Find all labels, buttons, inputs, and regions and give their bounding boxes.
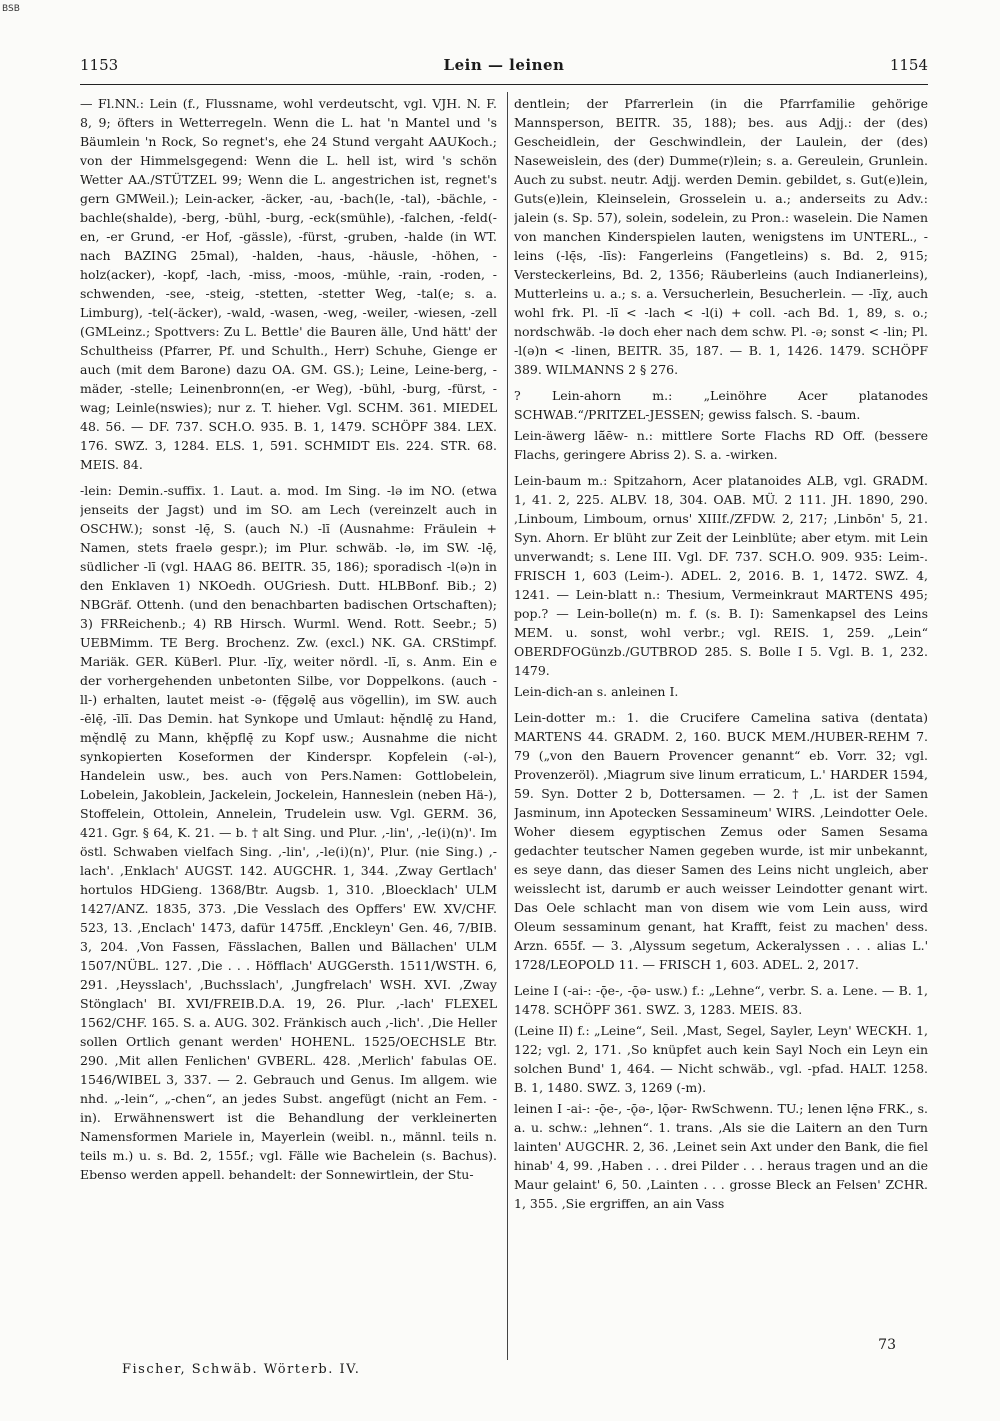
left-column — [80, 94, 497, 1356]
entry-lein-aewerg: Lein-äwerg lā̆ēw- n.: mittlere Sorte Flachs RD Off. (bessere Flachs, geringere Abriss 2). S. a. -wirken. — [514, 428, 928, 462]
library-stamp: BSB — [2, 4, 20, 14]
left-column-number: 1153 — [80, 56, 119, 74]
header-rule — [80, 84, 928, 85]
entry-lein-suffix-continued: dentlein; der Pfarrerlein (in die Pfarrfamilie gehörige Mannsperson, BEITR. 35, 188); bes. aus Adjj.: der (des) Gescheidlein, der Geschwindlein, der Laulein, der (des) Naseweislein, des (der) Dumme(r)lein; s. a. Gereulein, Grunlein. Auch zu subst. neutr. Adjj. werden Demin. gebildet, s. Gut(e)lein, Guts(e)lein, Kleinselein, Grosselein u. a.; anderseits zu Adv.: jalein (s. Sp. 57), solein, sodelein, zu Pron.: waselein. Die Namen von manchen Kinderspielen lauten, wenigstens im UNTERL., -leins (-lę̄s, -līs): Fangerleins (Fangetleins) s. Bd. 2, 915; Versteckerleins, Bd. 2, 1356; Räuberleins (auch Indianerleins), Mutterleins u. a.; s. a. Versucherlein, Besucherlein. — -līχ, auch wohl frk. Pl. -lī < -lach < -l(i) + coll. -ach Bd. 1, 89, s. o.; nordschwäb. -lə doch eher nach dem schw. Pl. -ə; sonst < -lin; Pl. -l(ə)n < -linen, BEITR. 35, 187. — B. 1, 1426. 1479. SCHÖPF 389. WILMANNS 2 § 276. — [514, 96, 928, 377]
footer-source: Fischer, Schwäb. Wörterb. IV. — [122, 1362, 361, 1377]
entry-lein-suffix: -lein: Demin.-suffix. 1. Laut. a. mod. Im Sing. -lə im NO. (etwa jenseits der Jagst) und im SO. am Lech (vereinzelt auch in OSCHW.); sonst -lę̄, S. (auch N.) -lī (Ausnahme: Fräulein + Namen, stets fraelə gespr.); im Plur. schwäb. -lə, im SW. -lę̄, südlicher -lī (vgl. HAAG 86. BEITR. 35, 186); sporadisch -l(ə)n in den Enklaven 1) NKOedh. OUGriesh. Dutt. HLBBonf. Bib.; 2) NBGräf. Ottenh. (und den benachbarten badischen Ortschaften); 3) FRReichenb.; 4) RB Hirsch. Wurml. Wend. Rott. Seebr.; 5) UEBMimm. TE Berg. Brochenz. Zw. (excl.) NK. GA. CRStimpf. Mariäk. GER. KüBerl. Plur. -līχ, weiter nördl. -lī, s. Anm. Ein e der vorhergehenden unbetonten Silbe, vor Doppelkons. (auch -ll-) erhalten, lautet meist -ə- (fę̄gəlę̄ aus vögellin), im SW. auch -ēlę̄, -īlī. Das Demin. hat Synkope und Umlaut: hę̆ndlę̄ zu Hand, mę̆ndlę̄ zu Mann, khę̆pflę̄ zu Kopf usw.; Ausnahme die nicht synkopierten Koseformen der Kinderspr. Kopfelein (-əl-), Handelein usw., bes. auch von Pers.Namen: Gottlobelein, Lobelein, Jakoblein, Jackelein, Jockelein, Hanneslein (neben Hä-), Stoffelein, Ottolein, Annelein, Trudelein usw. Vgl. GERM. 36, 421. Ggr. § 64, K. 21. — b. † alt Sing. und Plur. ,-lin', ,-le(i)(n)'. Im östl. Schwaben vielfach Sing. ,-lin', ,-le(i)(n)', Plur. (nie Sing.) ,-lach'. ,Enklach' AUGST. 142. AUGCHR. 1, 344. ,Zway Gertlach' hortulos HDGieng. 1368/Btr. Augsb. 1, 310. ,Bloecklach' ULM 1427/ANZ. 1835, 373. ,Die Vesslach des Opffers' EW. XV/CHF. 523, 13. ,Enclach' 1473, dafür 1475ff. ,Enckleyn' Gen. 46, 7/BIB. 3, 204. ,Von Fassen, Fässlachen, Ballen und Bällachen' ULM 1507/NÜBL. 127. ,Die . . . Höfflach' AUGGersth. 1511/WSTH. 6, 291. ,Heysslach', ,Buchsslach', ,Jungfrelach' WSH. XVI. ,Zway Stönglach' BI. XVI/FREIB.D.A. 19, 26. Plur. ,-lach' FLEXEL 1562/CHF. 165. S. a. AUG. 302. Fränkisch auch ,-lich'. ,Die Heller sollen Ortlich genant werden' HOHENL. 1525/OECHSLE Btr. 290. ,Mit allen Fenlichen' GVBERL. 428. ,Merlich' fabulas OE. 1546/WIBEL 3, 337. — 2. Gebrauch und Genus. Im allgem. wie nhd. „-lein“, „-chen“, an jedes Subst. angefügt (nicht an Fem. -in). Erwähnenswert ist die Behandlung der verkleinerten Namensformen Mariele in, Mayerlein (weibl. n., männl. teils n. teils m.) u. s. Bd. 2, 155f.; vgl. Fälle wie Bachelein (s. Bachus). Ebenso werden appell. behandelt: der Sonnewirtlein, der Stu- — [80, 483, 497, 1182]
right-column-number: 1154 — [889, 56, 928, 74]
page-title: Lein — leinen — [443, 56, 565, 74]
column-divider — [507, 92, 508, 1360]
entry-leine-ii: (Leine II) f.: „Leine“, Seil. ,Mast, Segel, Sayler, Leyn' WECKH. 1, 122; vgl. 2, 171. ,So knüpfet auch kein Sayl Noch ein Leyn ein solchen Bund' 1, 464. — Nicht schwäb., vgl. -pfad. HALT. 1258. B. 1, 1480. SWZ. 3, 1269 (-m). — [514, 1023, 928, 1095]
entry-lein-dotter: Lein-dotter m.: 1. die Crucifere Camelina sativa (dentata) MARTENS 44. GRADM. 2, 160. BUCK MEM./HUBER-REHM 7. 79 („von den Bauern Provencer genannt“ eb. Vorr. 32; vgl. Provenzeröl). ,Miagrum sive linum erraticum, L.' HARDER 1594, 59. Syn. Dotter 2 b, Dottersamen. — 2. † ,L. ist der Samen Jasminum, inn Apotecken Sessamineum' WIRS. ,Leindotter Oele. Woher diesem egyptischen Zemus oder Samen Sesama gedachter teutscher Namen gegeben wurde, ist mir unbekannt, es seye dann, das dieser Samen des Leins nicht ungleich, aber weisslecht ist, darumb er auch weisser Leindotter genant wirt. Das Oele schlacht man von disem wie vom Lein auss, wird Oleum sessaminum genant, hat Krafft, feist zu machen' dess. Arzn. 655f. — 3. ,Alyssum segetum, Ackeralyssen . . . alias L.' 1728/LEOPOLD 11. — FRISCH 1, 603. ADEL. 2, 2017. — [514, 710, 928, 972]
footer-page-number: 73 — [878, 1337, 896, 1353]
right-column — [514, 94, 928, 1356]
entry-lein-dich-an: Lein-dich-an s. anleinen I. — [514, 684, 679, 699]
entry-leine-i: Leine I (-ai-: -ǭe-, -ǭə- usw.) f.: „Lehne“, verbr. S. a. Lene. — B. 1, 1478. SCHÖPF 361. SWZ. 3, 1283. MEIS. 83. — [514, 983, 928, 1017]
entry-lein-baum: Lein-baum m.: Spitzahorn, Acer platanoides ALB, vgl. GRADM. 1, 41. 2, 225. ALBV. 18, 304. OAB. MÜ. 2 111. JH. 1890, 290. ,Linboum, Limboum, ornus' XIIIf./ZFDW. 2, 217; ,Linbōn' 5, 21. Syn. Ahorn. Er blüht zur Zeit der Leinblüte; aber etym. mit Lein unverwandt; s. Lene III. Vgl. DF. 737. SCH.O. 909. 935: Leim-. FRISCH 1, 603 (Leim-). ADEL. 2, 2016. B. 1, 1472. SWZ. 4, 1241. — Lein-blatt n.: Thesium, Vermeinkraut MARTENS 495; pop.? — Lein-bolle(n) m. f. (s. B. I): Samenkapsel des Leins MEM. u. sonst, wohl verbr.; vgl. REIS. 1, 259. „Lein“ OBERDFOGünzb./GUTBROD 285. S. Bolle I 5. Vgl. B. 1, 232. 1479. — [514, 473, 928, 678]
entry-lein-placenames: — Fl.NN.: Lein (f., Flussname, wohl verdeutscht, vgl. VJH. N. F. 8, 9; öfters in Wetterregeln. Wenn die L. hat 'n Mantel und 's Bäumlein 'n Rock, So regnet's, ehe 24 Stund vergaht AAUKoch.; von der Himmelsgegend: Wenn die L. hell ist, wird 's schön Wetter AA./STÜTZEL 99; Wenn die L. angestrichen ist, regnet's gern GMWeil.); Lein-acker, -äcker, -au, -bach(le, -tal), -bächle, -bachle(shalde), -berg, -bühl, -burg, -eck(smühle), -falchen, -feld(-en, -er Grund, -er Hof, -gässle), -fürst, -gruben, -halde (in WT. nach BAZING 25mal), -halden, -haus, -häusle, -höhen, -holz(acker), -kopf, -lach, -miss, -moos, -mühle, -rain, -roden, -schwenden, -see, -steig, -stetten, -stetter Weg, -tal(e; s. a. Limburg), -tel(-äcker), -wald, -wasen, -weg, -weiler, -wiesen, -zell (GMLeinz.; Spottvers: Zu L. Bettle' die Bauren älle, Und hätt' der Schultheiss (Pfarrer, Pf. und Schulth., Herr) Schuhe, Gienge er auch (mit dem Barone) dazu OA. GM. GS.); Leine, Leine-berg, -mäder, -stelle; Leinenbronn(en, -er Weg), -bühl, -burg, -fürst, -wag; Leinle(nswies); nur z. T. hieher. Vgl. SCHM. 361. MIEDEL 48. 56. — DF. 737. SCH.O. 935. B. 1, 1479. SCHÖPF 384. LEX. 176. SWZ. 3, 1284. ELS. 1, 591. SCHMIDT Els. 224. STR. 68. MEIS. 84. — [80, 96, 497, 472]
entry-leinen-i: leinen I -ai-: -ǭe-, -ǭə-, lǭər- RwSchwenn. TU.; lenen lę̄nə FRK., s. a. u. schw.: „lehnen“. 1. trans. ,Als sie die Laitern an den Turn lainten' AUGCHR. 2, 36. ,Leinet sein Axt under den Bank, die fiel hinab' 4, 99. ,Haben . . . drei Pilder . . . heraus tragen und an die Maur gelaint' 6, 50. ,Lainten . . . grosse Bleck an Felsen' ZCHR. 1, 355. ,Sie ergriffen, an ain Vass — [514, 1101, 928, 1211]
entry-lein-ahorn: ? Lein-ahorn m.: „Leinöhre Acer platanodes SCHWAB.“/PRITZEL-JESSEN; gewiss falsch. S. -baum. — [514, 388, 928, 422]
page-header — [80, 56, 928, 78]
